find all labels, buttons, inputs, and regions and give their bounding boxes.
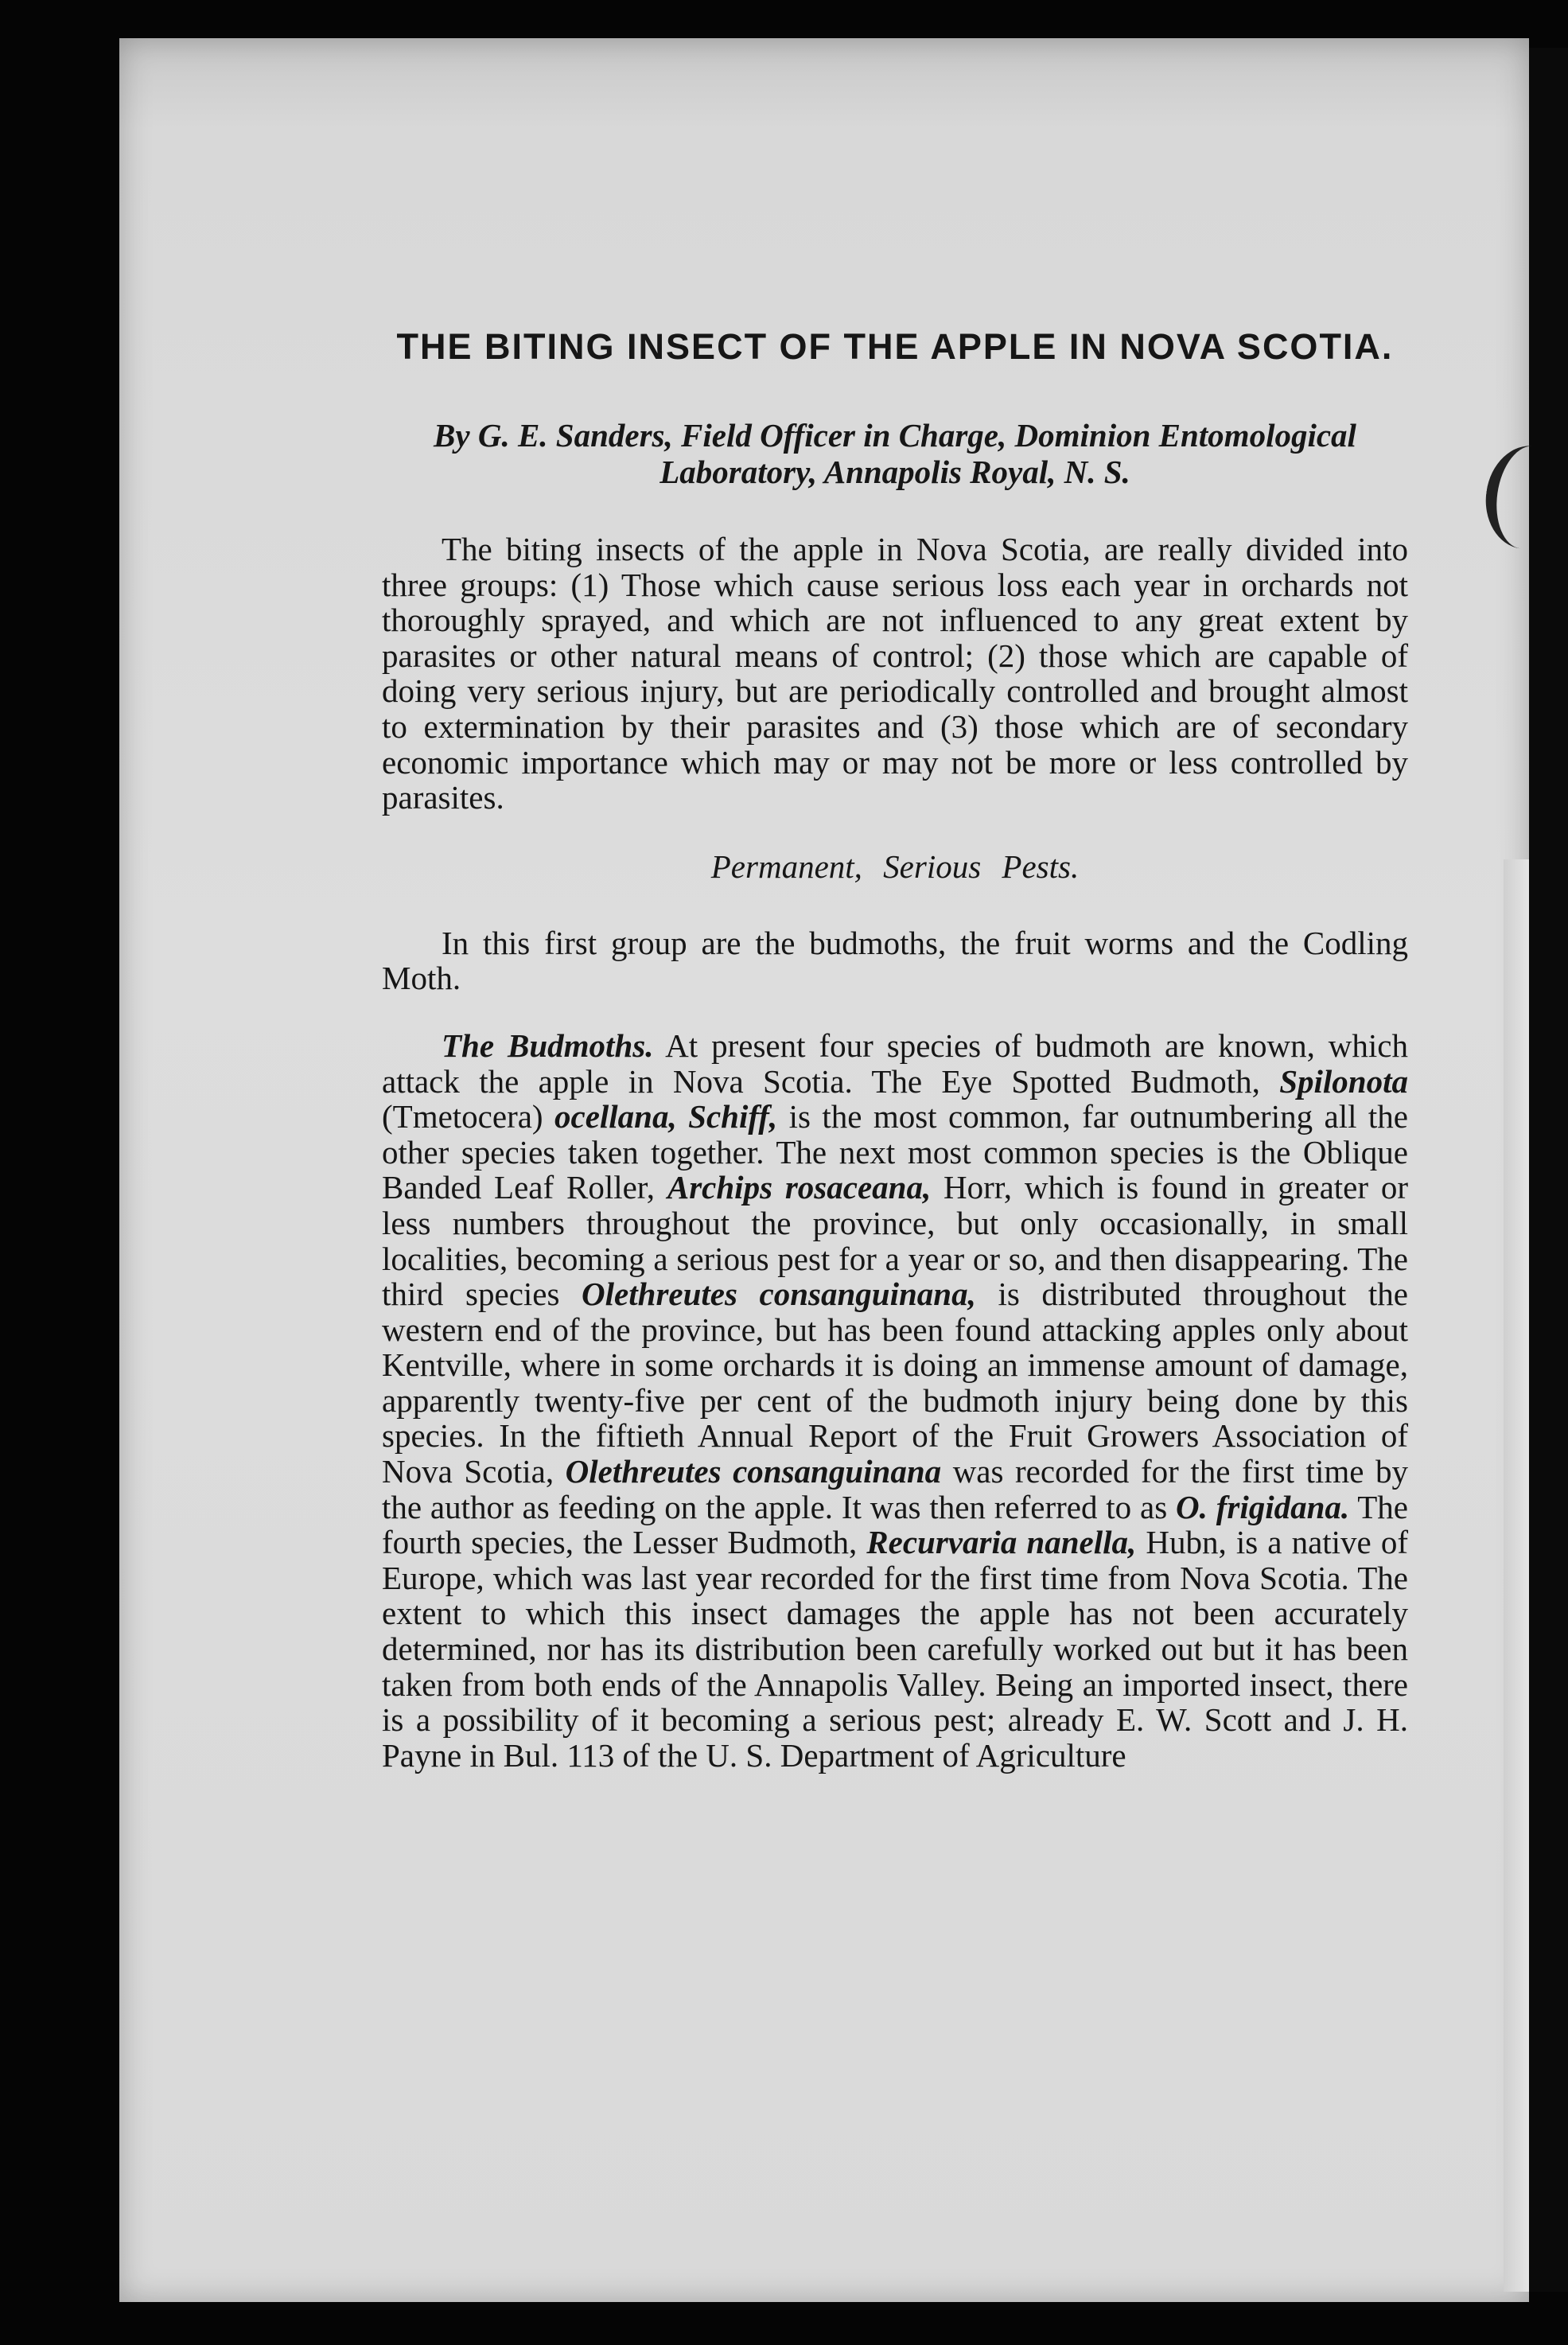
budmoths-text-4: Horr, which is found in greater or less numbers throughout the province, but only occasionally, in small localities, becoming a serious pest for a year or so, and then disappearing. The third species [382,1169,1408,1313]
species-olethreutes-2: Olethreutes consanguinana [565,1453,942,1490]
species-ocellana: ocellana, Schiff, [554,1098,778,1135]
article-title: THE BITING INSECT OF THE APPLE IN NOVA SCOTIA. [396,326,1394,367]
first-group-paragraph: In this first group are the budmoths, the fruit worms and the Codling Moth. [382,924,1408,997]
budmoths-text-3: is the most common, far outnumbering all the other species taken together. The next most common species is the Oblique Banded Leaf Roller, [382,1098,1408,1206]
section-heading: Permanent, Serious Pests. [710,847,1080,885]
species-recurvaria: Recurvaria nanella, [866,1524,1137,1561]
article-byline: By G. E. Sanders, Field Officer in Charge, Dominion Entomological Laboratory, Annapolis Royal, N. S. [434,417,1356,490]
article-body [382,326,1408,1805]
species-frigidana: O. frigidana. [1176,1488,1350,1525]
intro-paragraph: The biting insects of the apple in Nova Scotia, are really divided into three groups: (1) Those which cause serious loss each year in orchards not thoroughly sprayed, and which are not influenced to any great extent by parasites or other natural means of control; (2) those which are capable of doing very serious injury, but are periodically controlled and brought almost to extermination by their parasites and (3) those which are of secondary economic importance which may or may not be more or less controlled by parasites. [382,531,1408,816]
budmoths-paragraph [382,1028,1408,1773]
budmoths-text-8: Hubn, is a native of Europe, which was last year recorded for the first time from Nova Scotia. The extent to which this insect damages the apple has not been accurately determined, nor has its distribution been carefully worked out but it has been taken from both ends of the Annapolis Valley. Being an imported insect, there is a possibility of it becoming a serious pest; already E. W. Scott and J. H. Payne in Bul. 113 of the U. S. Department of Agriculture [382,1524,1408,1774]
species-olethreutes: Olethreutes consanguinana, [582,1276,976,1313]
species-spilonota: Spilonota [1279,1062,1408,1100]
budmoths-text-2: (Tmetocera) [382,1098,554,1135]
budmoths-text-1: At present four species of budmoth are known, which attack the apple in Nova Scotia. The Eye Spotted Budmoth, [382,1026,1408,1100]
budmoths-text-7: The fourth species, the Lesser Budmoth, [382,1488,1408,1561]
budmoths-text-6: was recorded for the first time by the author as feeding on the apple. It was then referred to as [382,1453,1408,1525]
species-archips: Archips rosaceana, [667,1169,932,1206]
budmoths-text-5: is distributed throughout the western end of the province, but has been found attacking apples only about Kentville, where in some orchards it is doing an immense amount of damage, apparently twenty-five per cent of the budmoth injury being done by this species. In the fiftieth Annual Report of the Fruit Growers Association of Nova Scotia, [382,1276,1409,1490]
budmoths-run-in-heading: The Budmoths. [442,1026,654,1064]
scan-border [1529,48,1568,2292]
